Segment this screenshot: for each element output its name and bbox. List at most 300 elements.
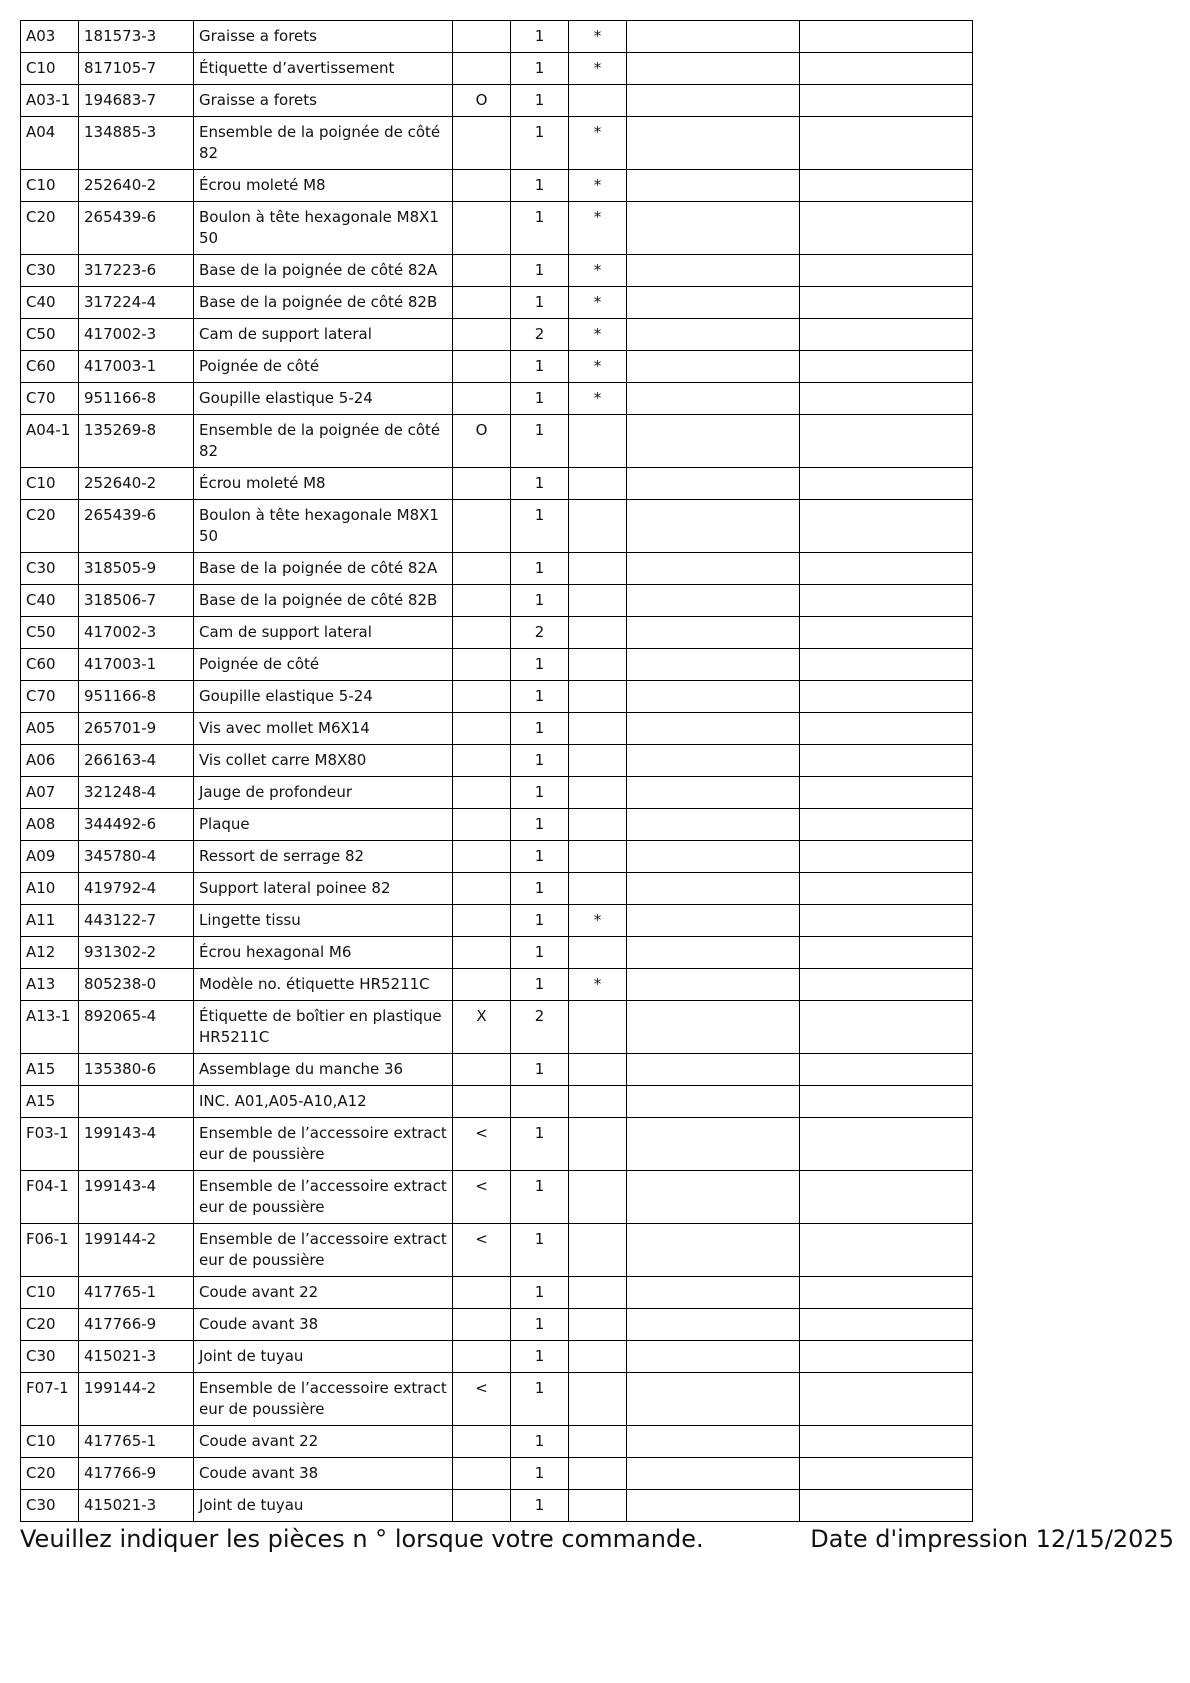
mark-cell	[453, 841, 511, 873]
quantity-cell: 1	[511, 713, 569, 745]
mark-cell	[453, 1086, 511, 1118]
mark-cell	[453, 1054, 511, 1086]
part-number-cell: 194683-7	[79, 85, 194, 117]
blank-cell	[800, 1341, 973, 1373]
table-row	[21, 937, 973, 969]
blank-cell	[627, 1224, 800, 1277]
item-cell: C50	[21, 617, 79, 649]
mark-cell: <	[453, 1118, 511, 1171]
part-number-cell: 265439-6	[79, 202, 194, 255]
table-row	[21, 1490, 973, 1522]
item-cell: A15	[21, 1054, 79, 1086]
table-row	[21, 287, 973, 319]
description-cell: Lingette tissu	[194, 905, 453, 937]
blank-cell	[627, 553, 800, 585]
table-row	[21, 1458, 973, 1490]
item-cell: F07-1	[21, 1373, 79, 1426]
mark-cell	[453, 1309, 511, 1341]
note-cell: *	[569, 170, 627, 202]
blank-cell	[627, 777, 800, 809]
item-cell: C50	[21, 319, 79, 351]
note-cell	[569, 777, 627, 809]
quantity-cell: 2	[511, 319, 569, 351]
item-cell: C20	[21, 1458, 79, 1490]
description-cell: Ressort de serrage 82	[194, 841, 453, 873]
mark-cell	[453, 969, 511, 1001]
blank-cell	[800, 1309, 973, 1341]
table-row	[21, 319, 973, 351]
blank-cell	[800, 1118, 973, 1171]
blank-cell	[627, 1277, 800, 1309]
table-row	[21, 255, 973, 287]
mark-cell	[453, 617, 511, 649]
description-cell: Joint de tuyau	[194, 1490, 453, 1522]
quantity-cell: 1	[511, 585, 569, 617]
part-number-cell: 321248-4	[79, 777, 194, 809]
mark-cell	[453, 713, 511, 745]
blank-cell	[800, 468, 973, 500]
blank-cell	[800, 319, 973, 351]
item-cell: C70	[21, 383, 79, 415]
blank-cell	[627, 415, 800, 468]
blank-cell	[800, 202, 973, 255]
table-row	[21, 1054, 973, 1086]
blank-cell	[627, 937, 800, 969]
mark-cell: <	[453, 1224, 511, 1277]
note-cell: *	[569, 202, 627, 255]
mark-cell	[453, 287, 511, 319]
description-cell: Étiquette d’avertissement	[194, 53, 453, 85]
table-row	[21, 585, 973, 617]
blank-cell	[800, 1458, 973, 1490]
part-number-cell: 134885-3	[79, 117, 194, 170]
note-cell	[569, 1224, 627, 1277]
item-cell: A10	[21, 873, 79, 905]
quantity-cell: 2	[511, 1001, 569, 1054]
description-cell: Ensemble de la poignée de côté 82	[194, 415, 453, 468]
quantity-cell: 1	[511, 1277, 569, 1309]
blank-cell	[800, 1373, 973, 1426]
quantity-cell: 1	[511, 1458, 569, 1490]
quantity-cell: 1	[511, 873, 569, 905]
quantity-cell: 1	[511, 841, 569, 873]
mark-cell	[453, 500, 511, 553]
blank-cell	[800, 777, 973, 809]
item-cell: C20	[21, 1309, 79, 1341]
item-cell: C60	[21, 351, 79, 383]
blank-cell	[800, 500, 973, 553]
blank-cell	[800, 1054, 973, 1086]
table-row	[21, 1309, 973, 1341]
part-number-cell: 266163-4	[79, 745, 194, 777]
description-cell: Vis collet carre M8X80	[194, 745, 453, 777]
item-cell: A13-1	[21, 1001, 79, 1054]
description-cell: Assemblage du manche 36	[194, 1054, 453, 1086]
blank-cell	[627, 287, 800, 319]
note-cell	[569, 617, 627, 649]
mark-cell	[453, 383, 511, 415]
description-cell: Coude avant 22	[194, 1426, 453, 1458]
blank-cell	[800, 1224, 973, 1277]
description-cell: Support lateral poinee 82	[194, 873, 453, 905]
description-cell: Poignée de côté	[194, 649, 453, 681]
note-cell: *	[569, 969, 627, 1001]
description-cell: Base de la poignée de côté 82A	[194, 255, 453, 287]
description-cell: Ensemble de l’accessoire extracteur de poussière	[194, 1224, 453, 1277]
mark-cell: X	[453, 1001, 511, 1054]
part-number-cell: 317223-6	[79, 255, 194, 287]
note-cell: *	[569, 383, 627, 415]
part-number-cell: 415021-3	[79, 1490, 194, 1522]
part-number-cell: 417766-9	[79, 1309, 194, 1341]
quantity-cell: 1	[511, 85, 569, 117]
quantity-cell: 1	[511, 681, 569, 713]
blank-cell	[800, 53, 973, 85]
description-cell: INC. A01,A05-A10,A12	[194, 1086, 453, 1118]
quantity-cell: 1	[511, 1171, 569, 1224]
description-cell: Coude avant 22	[194, 1277, 453, 1309]
part-number-cell: 344492-6	[79, 809, 194, 841]
mark-cell	[453, 21, 511, 53]
description-cell: Graisse a forets	[194, 21, 453, 53]
blank-cell	[627, 351, 800, 383]
table-row	[21, 777, 973, 809]
mark-cell	[453, 1490, 511, 1522]
table-row	[21, 809, 973, 841]
mark-cell	[453, 873, 511, 905]
item-cell: F04-1	[21, 1171, 79, 1224]
mark-cell	[453, 319, 511, 351]
table-row	[21, 1086, 973, 1118]
table-row	[21, 85, 973, 117]
blank-cell	[627, 383, 800, 415]
blank-cell	[627, 1001, 800, 1054]
table-row	[21, 713, 973, 745]
quantity-cell: 1	[511, 1490, 569, 1522]
quantity-cell: 1	[511, 937, 569, 969]
note-cell	[569, 1426, 627, 1458]
mark-cell	[453, 777, 511, 809]
item-cell: A11	[21, 905, 79, 937]
note-cell	[569, 500, 627, 553]
description-cell: Base de la poignée de côté 82B	[194, 585, 453, 617]
part-number-cell: 181573-3	[79, 21, 194, 53]
item-cell: C30	[21, 1490, 79, 1522]
blank-cell	[800, 21, 973, 53]
quantity-cell: 1	[511, 500, 569, 553]
note-cell: *	[569, 905, 627, 937]
blank-cell	[627, 1054, 800, 1086]
note-cell	[569, 1171, 627, 1224]
blank-cell	[627, 681, 800, 713]
mark-cell: <	[453, 1171, 511, 1224]
order-instruction-note: Veuillez indiquer les pièces n ° lorsque votre commande.	[20, 1525, 704, 1553]
quantity-cell: 1	[511, 415, 569, 468]
quantity-cell: 1	[511, 969, 569, 1001]
blank-cell	[800, 1171, 973, 1224]
blank-cell	[800, 1277, 973, 1309]
blank-cell	[627, 1086, 800, 1118]
description-cell: Boulon à tête hexagonale M8X150	[194, 500, 453, 553]
description-cell: Poignée de côté	[194, 351, 453, 383]
blank-cell	[800, 1001, 973, 1054]
table-row	[21, 1224, 973, 1277]
table-row	[21, 21, 973, 53]
item-cell: A13	[21, 969, 79, 1001]
quantity-cell: 1	[511, 383, 569, 415]
blank-cell	[800, 681, 973, 713]
description-cell: Base de la poignée de côté 82B	[194, 287, 453, 319]
item-cell: C10	[21, 170, 79, 202]
item-cell: A05	[21, 713, 79, 745]
item-cell: A12	[21, 937, 79, 969]
blank-cell	[800, 617, 973, 649]
quantity-cell: 1	[511, 1426, 569, 1458]
part-number-cell: 417003-1	[79, 351, 194, 383]
part-number-cell: 199144-2	[79, 1224, 194, 1277]
note-cell	[569, 553, 627, 585]
item-cell: F06-1	[21, 1224, 79, 1277]
description-cell: Base de la poignée de côté 82A	[194, 553, 453, 585]
quantity-cell: 1	[511, 351, 569, 383]
blank-cell	[627, 85, 800, 117]
mark-cell	[453, 905, 511, 937]
description-cell: Coude avant 38	[194, 1309, 453, 1341]
description-cell: Boulon à tête hexagonale M8X150	[194, 202, 453, 255]
table-row	[21, 873, 973, 905]
mark-cell	[453, 53, 511, 85]
note-cell	[569, 841, 627, 873]
item-cell: C10	[21, 53, 79, 85]
mark-cell	[453, 468, 511, 500]
table-row	[21, 969, 973, 1001]
part-number-cell: 417003-1	[79, 649, 194, 681]
mark-cell	[453, 1277, 511, 1309]
note-cell	[569, 1458, 627, 1490]
item-cell: C20	[21, 500, 79, 553]
item-cell: A09	[21, 841, 79, 873]
item-cell: C10	[21, 468, 79, 500]
item-cell: C10	[21, 1277, 79, 1309]
quantity-cell: 1	[511, 777, 569, 809]
description-cell: Écrou moleté M8	[194, 468, 453, 500]
quantity-cell: 1	[511, 287, 569, 319]
blank-cell	[627, 969, 800, 1001]
item-cell: C30	[21, 553, 79, 585]
quantity-cell: 1	[511, 905, 569, 937]
mark-cell	[453, 649, 511, 681]
item-cell: C30	[21, 255, 79, 287]
part-number-cell: 419792-4	[79, 873, 194, 905]
part-number-cell: 417765-1	[79, 1426, 194, 1458]
blank-cell	[800, 170, 973, 202]
description-cell: Écrou moleté M8	[194, 170, 453, 202]
table-row	[21, 468, 973, 500]
mark-cell	[453, 553, 511, 585]
part-number-cell: 931302-2	[79, 937, 194, 969]
part-number-cell: 443122-7	[79, 905, 194, 937]
blank-cell	[627, 468, 800, 500]
blank-cell	[627, 202, 800, 255]
quantity-cell: 1	[511, 649, 569, 681]
description-cell: Modèle no. étiquette HR5211C	[194, 969, 453, 1001]
item-cell: A04-1	[21, 415, 79, 468]
part-number-cell: 135380-6	[79, 1054, 194, 1086]
quantity-cell: 1	[511, 468, 569, 500]
description-cell: Joint de tuyau	[194, 1341, 453, 1373]
note-cell	[569, 468, 627, 500]
mark-cell	[453, 170, 511, 202]
mark-cell	[453, 255, 511, 287]
table-row	[21, 841, 973, 873]
part-number-cell: 199144-2	[79, 1373, 194, 1426]
note-cell: *	[569, 351, 627, 383]
quantity-cell: 1	[511, 1341, 569, 1373]
note-cell	[569, 713, 627, 745]
item-cell: A15	[21, 1086, 79, 1118]
blank-cell	[627, 1309, 800, 1341]
blank-cell	[627, 873, 800, 905]
part-number-cell: 135269-8	[79, 415, 194, 468]
item-cell: A03-1	[21, 85, 79, 117]
note-cell: *	[569, 255, 627, 287]
blank-cell	[627, 117, 800, 170]
mark-cell	[453, 1341, 511, 1373]
item-cell: A04	[21, 117, 79, 170]
note-cell	[569, 415, 627, 468]
blank-cell	[627, 1373, 800, 1426]
blank-cell	[800, 649, 973, 681]
blank-cell	[627, 713, 800, 745]
mark-cell	[453, 937, 511, 969]
blank-cell	[800, 415, 973, 468]
blank-cell	[800, 351, 973, 383]
table-row	[21, 351, 973, 383]
quantity-cell: 1	[511, 553, 569, 585]
item-cell: A03	[21, 21, 79, 53]
blank-cell	[800, 873, 973, 905]
part-number-cell: 199143-4	[79, 1171, 194, 1224]
blank-cell	[627, 617, 800, 649]
note-cell	[569, 1341, 627, 1373]
blank-cell	[627, 319, 800, 351]
note-cell	[569, 745, 627, 777]
blank-cell	[800, 905, 973, 937]
table-row	[21, 1277, 973, 1309]
quantity-cell: 1	[511, 255, 569, 287]
mark-cell	[453, 809, 511, 841]
blank-cell	[627, 1118, 800, 1171]
blank-cell	[800, 117, 973, 170]
table-row	[21, 500, 973, 553]
description-cell: Goupille elastique 5-24	[194, 681, 453, 713]
note-cell: *	[569, 117, 627, 170]
note-cell	[569, 1118, 627, 1171]
table-row	[21, 745, 973, 777]
item-cell: A06	[21, 745, 79, 777]
quantity-cell: 1	[511, 170, 569, 202]
part-number-cell: 265701-9	[79, 713, 194, 745]
description-cell: Graisse a forets	[194, 85, 453, 117]
table-row	[21, 553, 973, 585]
item-cell: C30	[21, 1341, 79, 1373]
blank-cell	[627, 745, 800, 777]
item-cell: A08	[21, 809, 79, 841]
mark-cell	[453, 585, 511, 617]
mark-cell: O	[453, 415, 511, 468]
description-cell: Plaque	[194, 809, 453, 841]
note-cell	[569, 1373, 627, 1426]
blank-cell	[800, 585, 973, 617]
table-row	[21, 649, 973, 681]
quantity-cell: 1	[511, 1224, 569, 1277]
table-row	[21, 170, 973, 202]
blank-cell	[800, 287, 973, 319]
mark-cell	[453, 1458, 511, 1490]
part-number-cell: 317224-4	[79, 287, 194, 319]
table-row	[21, 1171, 973, 1224]
item-cell: C60	[21, 649, 79, 681]
item-cell: C40	[21, 287, 79, 319]
blank-cell	[627, 585, 800, 617]
mark-cell	[453, 1426, 511, 1458]
blank-cell	[627, 53, 800, 85]
blank-cell	[627, 1426, 800, 1458]
table-row	[21, 1373, 973, 1426]
part-number-cell: 417002-3	[79, 319, 194, 351]
blank-cell	[627, 905, 800, 937]
quantity-cell: 1	[511, 1309, 569, 1341]
blank-cell	[800, 937, 973, 969]
note-cell	[569, 873, 627, 905]
note-cell	[569, 681, 627, 713]
blank-cell	[627, 500, 800, 553]
blank-cell	[627, 1341, 800, 1373]
part-number-cell: 817105-7	[79, 53, 194, 85]
mark-cell	[453, 351, 511, 383]
print-date: Date d'impression 12/15/2025	[810, 1525, 1174, 1553]
description-cell: Cam de support lateral	[194, 617, 453, 649]
part-number-cell: 415021-3	[79, 1341, 194, 1373]
item-cell: C20	[21, 202, 79, 255]
mark-cell: <	[453, 1373, 511, 1426]
note-cell	[569, 1490, 627, 1522]
table-row	[21, 383, 973, 415]
table-row	[21, 415, 973, 468]
note-cell	[569, 585, 627, 617]
blank-cell	[800, 85, 973, 117]
description-cell: Ensemble de la poignée de côté 82	[194, 117, 453, 170]
description-cell: Ensemble de l’accessoire extracteur de poussière	[194, 1171, 453, 1224]
table-row	[21, 617, 973, 649]
note-cell	[569, 85, 627, 117]
table-row	[21, 1426, 973, 1458]
description-cell: Cam de support lateral	[194, 319, 453, 351]
part-number-cell: 318505-9	[79, 553, 194, 585]
quantity-cell: 1	[511, 117, 569, 170]
item-cell: C10	[21, 1426, 79, 1458]
quantity-cell: 1	[511, 1054, 569, 1086]
part-number-cell: 252640-2	[79, 468, 194, 500]
table-row	[21, 681, 973, 713]
description-cell: Ensemble de l’accessoire extracteur de poussière	[194, 1118, 453, 1171]
blank-cell	[627, 21, 800, 53]
note-cell: *	[569, 21, 627, 53]
blank-cell	[800, 1490, 973, 1522]
part-number-cell: 892065-4	[79, 1001, 194, 1054]
blank-cell	[800, 969, 973, 1001]
note-cell: *	[569, 53, 627, 85]
